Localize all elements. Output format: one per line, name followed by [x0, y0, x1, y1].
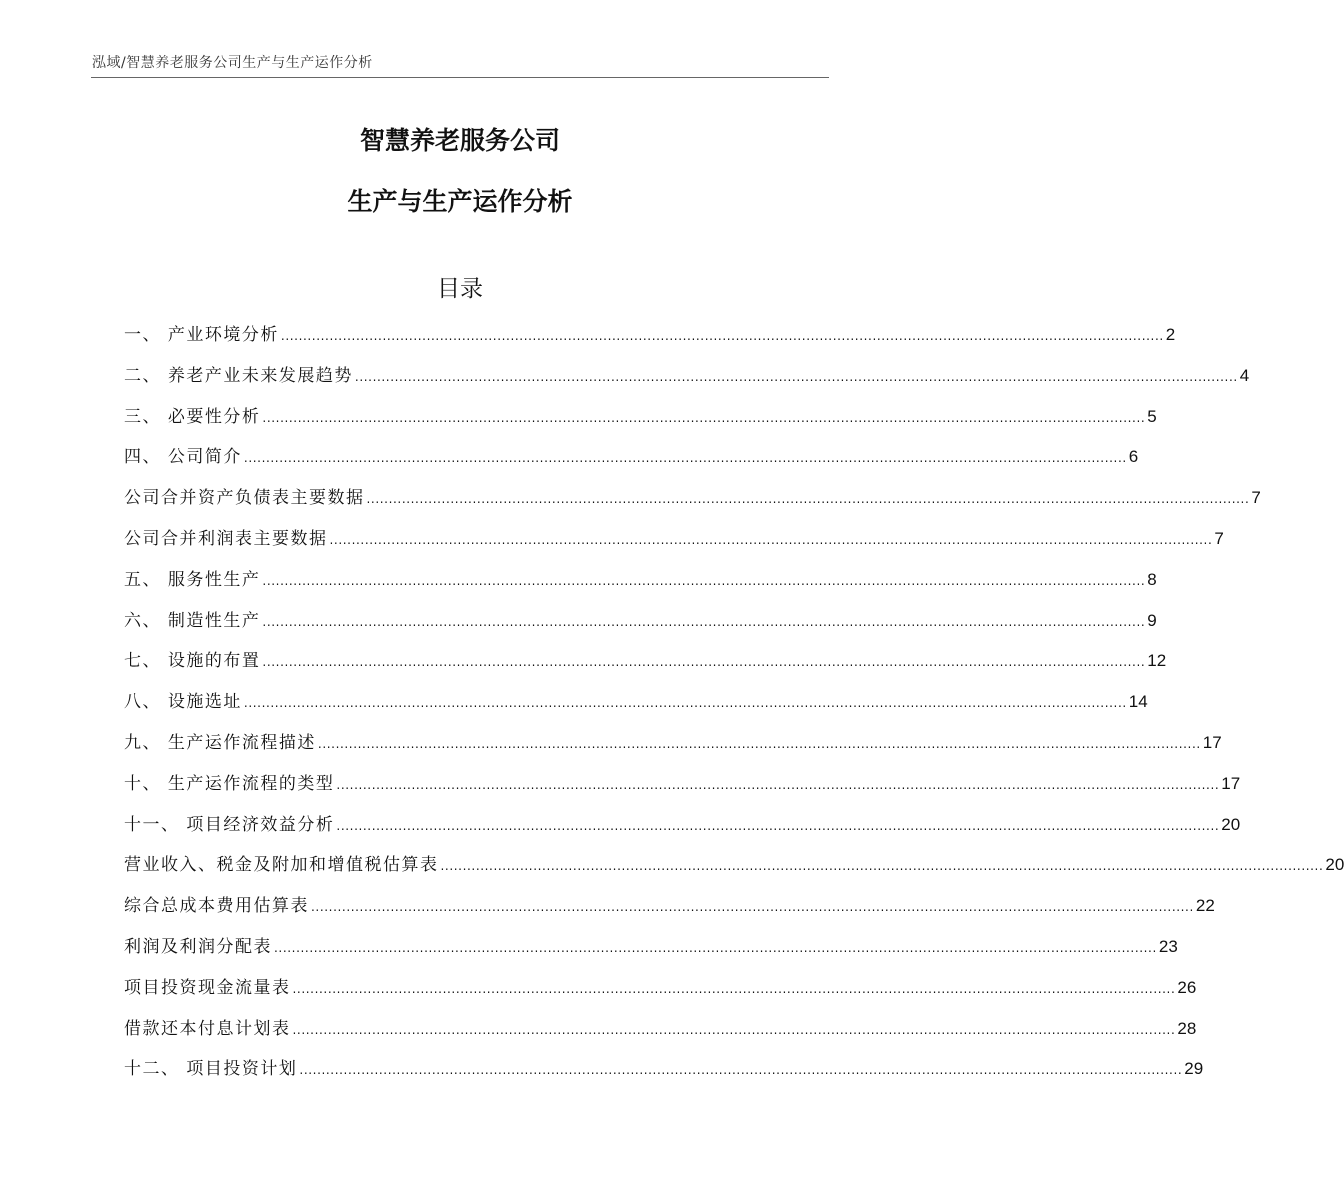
toc-entry[interactable] — [124, 442, 1139, 483]
toc-entry-page: 20 — [1325, 855, 1344, 875]
toc-leader-dots: ........................................................................................................................................................................................................ — [336, 777, 1220, 792]
toc-leader-dots: ........................................................................................................................................................................................................ — [354, 369, 1238, 384]
toc-entry-label: 九、 生产运作流程描述 — [124, 732, 316, 753]
toc-entry-label: 公司合并利润表主要数据 — [124, 528, 328, 549]
toc-leader-dots: ........................................................................................................................................................................................................ — [292, 981, 1176, 996]
toc-entry-label: 一、 产业环境分析 — [124, 325, 279, 345]
toc-leader-dots: ........................................................................................................................................................................................................ — [440, 859, 1324, 874]
toc-entry[interactable] — [124, 361, 1250, 402]
toc-entry-label: 十、 生产运作流程的类型 — [124, 773, 335, 794]
toc-entry-page: 20 — [1221, 814, 1241, 834]
toc-heading: 目录 — [437, 276, 483, 302]
toc-leader-dots: ........................................................................................................................................................................................................ — [329, 532, 1213, 547]
toc-entry-label: 五、 服务性生产 — [124, 569, 261, 590]
toc-entry-page: 9 — [1147, 610, 1157, 630]
toc-entry-label: 八、 设施选址 — [124, 692, 242, 713]
toc-entry[interactable] — [124, 402, 1157, 443]
toc-entry-page: 28 — [1177, 1018, 1197, 1038]
toc-leader-dots: ........................................................................................................................................................................................................ — [336, 818, 1220, 833]
toc-entry-page: 12 — [1147, 651, 1167, 671]
table-of-contents — [124, 320, 1344, 1095]
toc-entry[interactable] — [124, 769, 1241, 810]
toc-entry-label: 公司合并资产负债表主要数据 — [124, 488, 365, 509]
toc-entry-page: 17 — [1221, 773, 1241, 793]
toc-entry[interactable] — [124, 810, 1241, 851]
toc-entry-label: 六、 制造性生产 — [124, 610, 261, 631]
document-title-line2: 生产与生产运作分析 — [347, 187, 573, 216]
toc-entry-page: 7 — [1214, 528, 1224, 548]
toc-entry-page: 22 — [1195, 896, 1215, 916]
toc-entry-page: 4 — [1239, 365, 1250, 385]
toc-entry[interactable] — [124, 565, 1157, 606]
toc-entry-page: 26 — [1177, 977, 1197, 997]
document-title-line1: 智慧养老服务公司 — [359, 126, 560, 155]
toc-entry-page: 23 — [1158, 936, 1178, 956]
toc-entry[interactable] — [124, 606, 1157, 647]
toc-entry[interactable] — [124, 932, 1178, 973]
toc-leader-dots: ........................................................................................................................................................................................................ — [317, 736, 1201, 751]
toc-entry[interactable] — [124, 687, 1148, 728]
toc-leader-dots: ........................................................................................................................................................................................................ — [366, 492, 1250, 507]
toc-leader-dots: ........................................................................................................................................................................................................ — [274, 940, 1157, 955]
toc-entry-page: 7 — [1251, 488, 1261, 508]
toc-entry-label: 四、 公司简介 — [124, 447, 242, 468]
toc-entry-label: 项目投资现金流量表 — [124, 977, 291, 998]
toc-entry[interactable] — [124, 1054, 1204, 1095]
toc-entry-page: 2 — [1165, 325, 1176, 344]
toc-entry-label: 二、 养老产业未来发展趋势 — [124, 365, 353, 386]
toc-entry-page: 14 — [1128, 692, 1148, 712]
toc-leader-dots: ........................................................................................................................................................................................................ — [243, 696, 1127, 711]
toc-entry[interactable] — [124, 483, 1261, 524]
toc-leader-dots: ........................................................................................................................................................................................................ — [311, 900, 1194, 915]
toc-entry-label: 利润及利润分配表 — [124, 936, 272, 957]
toc-leader-dots: ........................................................................................................................................................................................................ — [243, 451, 1127, 466]
toc-leader-dots: ........................................................................................................................................................................................................ — [262, 410, 1146, 425]
toc-entry-label: 借款还本付息计划表 — [124, 1018, 291, 1039]
toc-leader-dots: ........................................................................................................................................................................................................ — [280, 329, 1164, 343]
toc-entry-label: 营业收入、税金及附加和增值税估算表 — [124, 855, 439, 876]
header-divider — [91, 77, 829, 78]
toc-entry-page: 5 — [1147, 406, 1157, 426]
toc-entry[interactable] — [124, 524, 1224, 565]
toc-entry[interactable] — [124, 891, 1215, 932]
toc-entry-label: 十一、 项目经济效益分析 — [124, 814, 335, 835]
toc-entry-page: 17 — [1202, 732, 1222, 752]
toc-entry[interactable] — [124, 850, 1344, 891]
toc-entry[interactable] — [124, 973, 1197, 1014]
toc-entry-page: 29 — [1184, 1059, 1204, 1079]
toc-entry-label: 三、 必要性分析 — [124, 406, 261, 427]
toc-leader-dots: ........................................................................................................................................................................................................ — [299, 1063, 1183, 1078]
toc-entry[interactable] — [124, 1014, 1197, 1055]
toc-entry-label: 十二、 项目投资计划 — [124, 1059, 298, 1080]
toc-entry-label: 综合总成本费用估算表 — [124, 896, 309, 917]
toc-entry-page: 8 — [1147, 569, 1157, 589]
toc-leader-dots: ........................................................................................................................................................................................................ — [292, 1022, 1176, 1037]
toc-entry-label: 七、 设施的布置 — [124, 651, 261, 672]
toc-entry[interactable] — [124, 320, 1176, 361]
toc-leader-dots: ........................................................................................................................................................................................................ — [262, 614, 1146, 629]
running-header: 泓域/智慧养老服务公司生产与生产运作分析 — [92, 55, 373, 71]
toc-entry-page: 6 — [1128, 447, 1139, 467]
toc-leader-dots: ........................................................................................................................................................................................................ — [262, 655, 1146, 670]
toc-entry[interactable] — [124, 728, 1222, 769]
toc-entry[interactable] — [124, 646, 1167, 687]
toc-leader-dots: ........................................................................................................................................................................................................ — [262, 573, 1146, 588]
